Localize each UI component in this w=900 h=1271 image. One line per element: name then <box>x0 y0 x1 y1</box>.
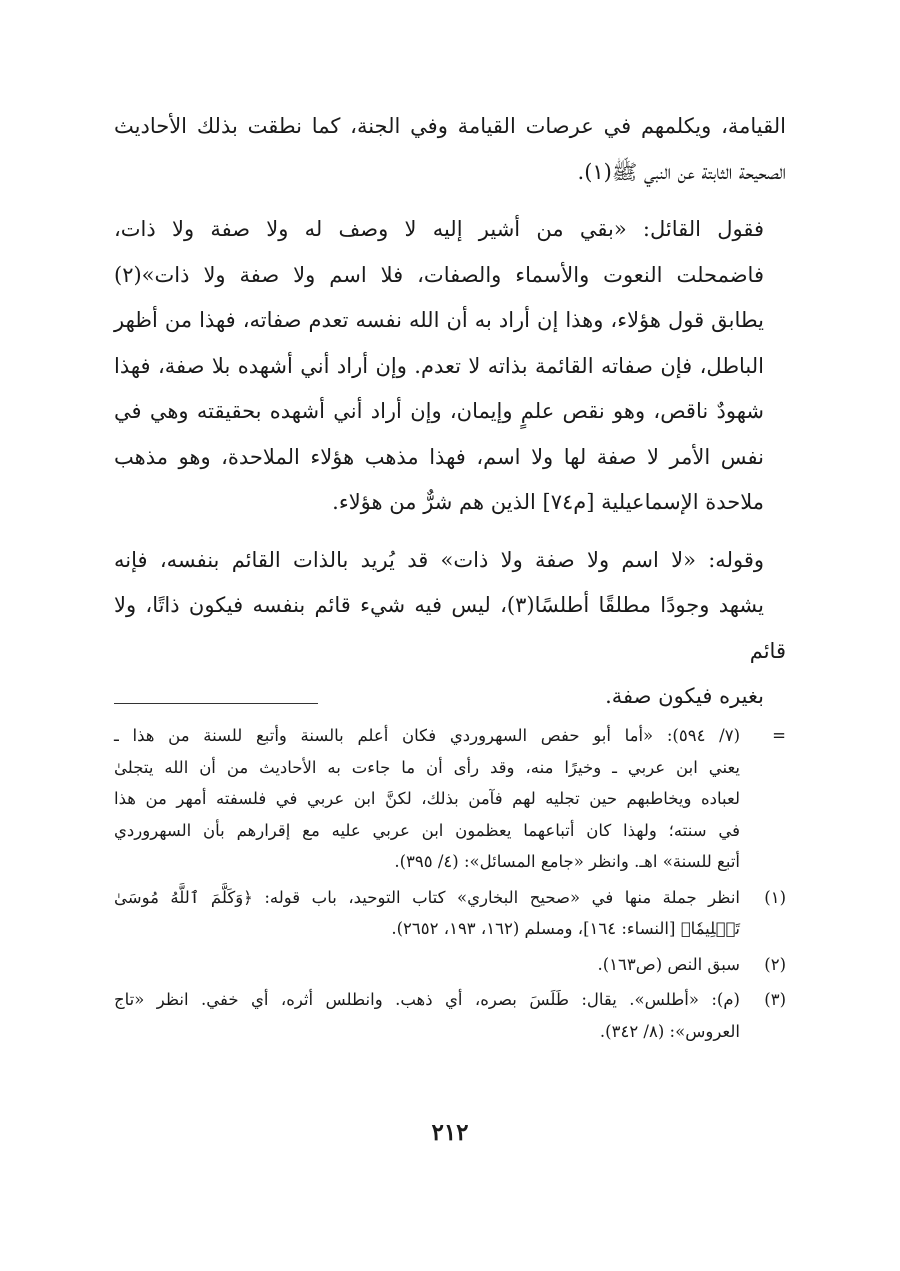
text-line: فاضمحلت النعوت والأسماء والصفات، فلا اسم ولا صفة ولا ذات»(٢) <box>114 262 764 287</box>
footnote-line: (٧/ ٥٩٤): «أما أبو حفص السهروردي فكان أعلم بالسنة وأتبع للسنة من هذا ـ <box>114 726 740 745</box>
paragraph-2 <box>114 207 786 526</box>
page-number: ٢١٢ <box>431 1119 469 1146</box>
footnote-line: يعني ابن عربي ـ وخيرًا منه، وقد رأى أن ما جاءت به الأحاديث من أن الله يتجلىٰ <box>114 757 740 777</box>
text-line: ملاحدة الإسماعيلية [م٧٤] الذين هم شرٌّ من هؤلاء. <box>332 490 764 514</box>
footnote-line: انظر جملة منها في «صحيح البخاري» كتاب التوحيد، باب قوله: ﴿وَكَلَّمَ ٱللَّهُ مُوسَىٰ <box>114 887 740 907</box>
footnote-text <box>114 720 740 878</box>
footnote-continued <box>114 720 786 878</box>
text-line: نفس الأمر لا صفة لها ولا اسم، فهذا مذهب هؤلاء الملاحدة، وهو مذهب <box>114 444 764 469</box>
text-line: يطابق قول هؤلاء، وهذا إن أراد به أن الله نفسه تعدم صفاته، فهذا من أظهر <box>114 308 764 332</box>
text-line: وقوله: «لا اسم ولا صفة ولا ذات» قد يُريد بالذات القائم بنفسه، فإنه <box>114 547 764 572</box>
footnote-line: سبق النص (ص١٦٣). <box>597 954 740 974</box>
main-text <box>114 104 786 720</box>
footnote-marker: (٣) <box>764 990 786 1009</box>
footnote-1 <box>114 882 786 945</box>
footnote-2 <box>114 949 786 981</box>
text-line: فقول القائل: «بقي من أشير إليه لا وصف له ولا صفة ولا ذات، <box>114 217 764 241</box>
text-line: القيامة، ويكلمهم في عرصات القيامة وفي الجنة، كما نطقت بذلك الأحاديث <box>114 114 786 138</box>
footnote-text <box>114 984 740 1047</box>
text-line: بغيره فيكون صفة. <box>605 684 764 708</box>
footnote-line: لعباده ويخاطبهم حين تجليه لهم فآمن بذلك، لكنَّ ابن عربي في فلسفته أمهر من هذا <box>114 789 740 808</box>
footnote-marker: (١) <box>764 887 786 907</box>
footnotes <box>114 720 786 1051</box>
footnote-line: تَكۡلِيمٗا﴾ [النساء: ١٦٤]، ومسلم (١٦٢، ١٩٣، ٢٦٥٢). <box>391 919 740 938</box>
text-line: الباطل، فإن صفاته القائمة بذاته لا تعدم. وإن أراد أني أشهده بلا صفة، فهذا <box>114 353 764 378</box>
footnote-3 <box>114 984 786 1047</box>
footnote-marker: (٢) <box>764 954 786 974</box>
footnote-marker: = <box>772 726 786 745</box>
paragraph-3 <box>114 538 786 720</box>
footnote-divider <box>114 703 318 704</box>
book-page <box>114 104 786 1234</box>
text-line: الصحيحة الثابتة عن النبي ﷺ(١). <box>577 159 786 184</box>
footnote-text <box>114 949 740 981</box>
footnote-line: في سنته؛ ولهذا كان أتباعهما يعظمون ابن عربي عليه مع إقرارهم بأن السهروردي <box>114 820 740 840</box>
footnote-line: (م): «أطلس». يقال: طَلَسَ بصره، أي ذهب. وانطلس أثره، أي خفي. انظر «تاج <box>114 990 740 1009</box>
paragraph-1 <box>114 104 786 195</box>
text-line: يشهد وجودًا مطلقًا أطلسًا(٣)، ليس فيه شيء قائم بنفسه فيكون ذاتًا، ولا قائم <box>114 593 786 663</box>
text-line: شهودٌ ناقص، وهو نقص علمٍ وإيمان، وإن أراد أني أشهده بحقيقته وهي في <box>114 399 764 423</box>
footnote-text <box>114 882 740 945</box>
footnote-line: أتبع للسنة» اهـ. وانظر «جامع المسائل»: (٤/ ٣٩٥). <box>394 852 740 871</box>
footnote-line: العروس»: (٨/ ٣٤٢). <box>599 1021 740 1041</box>
